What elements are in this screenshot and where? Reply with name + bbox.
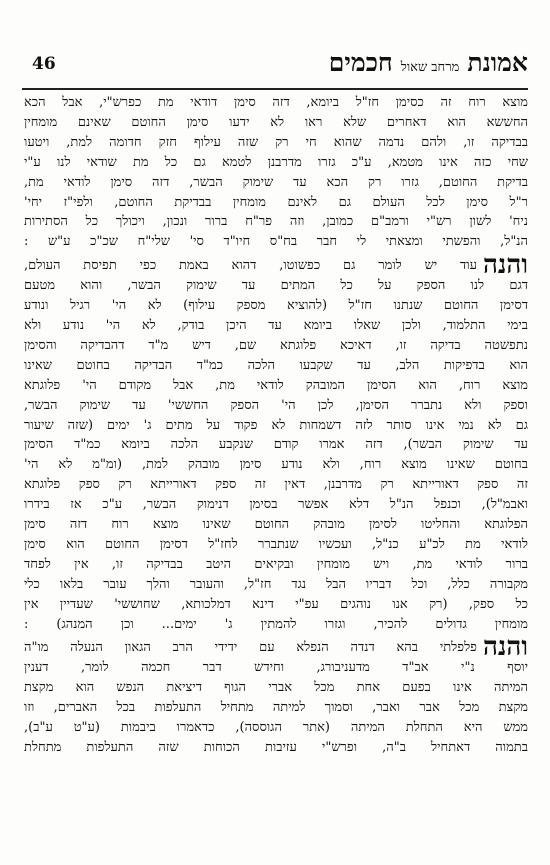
text-line: הפלוגתא והחליטו לסימן מובהק החוטם שאינו מוצא רוח דזה סימן [24,517,528,533]
text-line: בתמוה דאתחיל ב"ה, ופרש"י עזיבות הכוחות שזה התעלפות מתחלת [24,740,528,755]
text-line: בימי התלמוד, ולכן שאלו ביומא עד היכן בודק, לא הי' נודע ולא [24,317,528,333]
text-line: הנ"ל, והפשתי ומצאתי לי חבר בח"ס חיו"ד סי' שלי"ח שכ"כ ע"ש : [24,234,528,250]
text-line: עוד יש לומר גם כפשוטו, דהוא באמת כפי תפיסת העולם, [24,258,477,274]
section-title: מרחב שאול [400,60,460,75]
text-line: דסימן החוטם שנתנו חז"ל (להוציא מספק עילוף) לא הי' רגיל ונודע [24,298,528,314]
text-line: מוצא רוח זה כסימן חז"ל ביומא, דזה סימן דודאי מת כפרש"י, אבל הכא [24,95,528,110]
text-line: מומחין גדולים להכיר, וגזרו להמתין ג' ימים... וכן המנהג) : [24,616,528,632]
text-line: כל ספק, (רק אנו נוהגים עפ"י דינא דמלכותא, שחוששי' שעדיין אין [24,596,528,612]
text-line: בחוטם שאינו מוצא רוח, ולא נודע סימן מובהק למת, (ומ"מ לא הי' [24,457,528,473]
text-line: דגם לנו הספק על כל המתים עד שימוק הבשר, והוא מטעם [24,278,528,294]
text-line: ניח' לשון רש"י ורמב"ם כמובן, וזה פר"ח ברור ונכון, ויכולך כל הסתירות [24,214,528,230]
running-title: אמונת [467,48,528,77]
book-title: חכמים [328,48,393,77]
text-line: מוצא רוח, הוא הסימן המובהק לודאי מת, אבל מקודם הי' פלוגתא [24,377,528,393]
page-number: 46 [32,54,56,74]
text-line: גם לא נמי אינו סותר לזה דשמחות לא פקוד על מתים ג' ימים (שזה שיעור [24,417,528,433]
page-body [24,93,528,758]
text-line: בדיקת החוטם, גזרו רק הכא עד שימוק הבשר, דזה סימן לודאי מת, [24,174,528,190]
text-line: וספק ולא נתברר הסימן, לכן הי' הספק החששי' עד שימוק הבשר, [24,397,528,413]
text-line: נתפשטה בדיקה זו, דאיכא פלוגתא שם, דיש מ"ד דהבדיקה והסימן [24,337,528,353]
text-line: זה ספק דאורייתא רק מדרבנן, דאין זה ספק דאורייתא רק ספק פלוגתא [24,477,528,493]
text-line: ממש היא התחלת המיתה (אתר הגוססה), כדאמרו ביבמות (ע"ט ע"ב), [24,720,528,736]
text-line: שחי כזה אינו מטמא, ע"כ גזרו מדרבנן לטמא גם כל מת שודאי לנו ע"י [24,154,528,170]
text-line: החששא הוא דאחרים שלא ראו לא ידעו סימן החוטם שאינם מומחין [24,114,528,130]
text-line: עד שימוק הבשר), דזה אמרו קודם שנקבע הלכה ביומא כמ"ד הסימן [24,437,528,453]
text-line: בבדיקה זו, ולהם נדמה שהוא חי רק שזה עילוף חזק חדומה למת, ויטעו [24,134,528,150]
text-line: הוא בדפיקות הלב, עד שקבעו הלכה כמ"ד הבדיקה בחוטם שאינו [24,357,528,373]
text-line: פלפלתי בהא דנדה הנפלא עם ידידי הרב הגאון הנעלה מו"ה [24,640,477,656]
text-line: מקבורה כלל, וכל דבריו הבל נגד חז"ל, והעובר והלך עובר בלאו כלי [24,576,528,592]
text-line: ר"ל סימן לכל העולם גם לאינם מומחין בבדיקת החוטם, ולפי"ז יחי' [24,194,528,210]
page-header [22,48,528,86]
lead-word: והנה [482,252,528,277]
text-line: מקצת מכל אבר ואבר, וסמוך למיתה מתחיל התעלפות בכל האברים, וזו [24,700,528,716]
text-line: ברור לודאי מת, ויש מומחין ובקיאים היטב בבדיקה זו, אין לפחד [24,556,528,572]
text-line: המיתה אינו בפעם אחת מכל אברי הגוף דיציאת הנפש הוא מקצת [24,680,528,696]
lead-word: והנה [482,634,528,659]
paragraph-opening-line [24,252,528,276]
paragraph-opening-line [24,634,528,658]
text-line: ואבמ"ל), וכנפל הנ"ל דלא אפשר בסימן דנימוק הבשר, ע"כ אז בידרו [24,497,528,513]
text-line: יוסף נ"י אב"ד מדעניבורג, וחידש דבר חכמה לומר, דענין [24,660,528,676]
text-line: לודאי מת לכ"ע כנ"ל, ועכשיו שנתברר לחז"ל דסימן החוטם הוא סימן [24,536,528,552]
header-rule [22,88,528,90]
